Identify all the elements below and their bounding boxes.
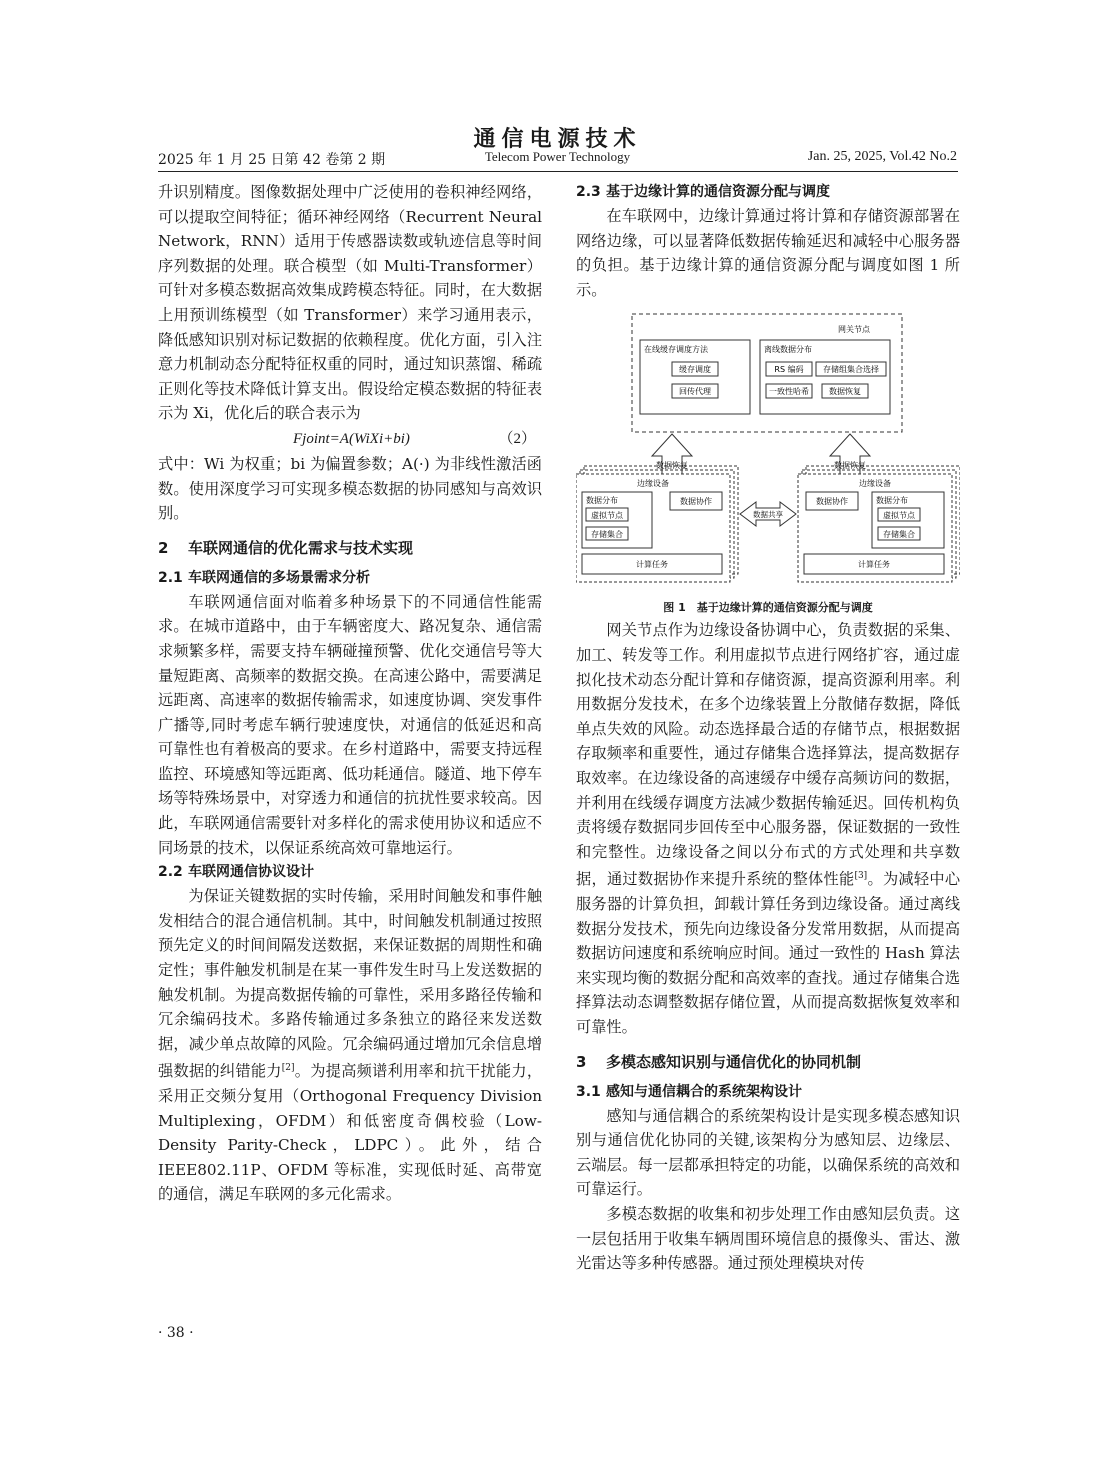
header-rule: [158, 171, 958, 172]
right-arrow-label: 数据恢复: [834, 461, 866, 471]
left-arrow-label: 数据恢复: [656, 461, 688, 471]
figure-1: [576, 308, 960, 598]
offline-data-label: 离线数据分布: [764, 345, 812, 355]
subsection-title: 基于边缘计算的通信资源分配与调度: [606, 184, 830, 200]
left-storage-set-label: 存储集合: [591, 530, 623, 540]
citation: [3]: [854, 871, 868, 882]
rs-coding-label: RS 编码: [774, 365, 804, 375]
section-number: 2: [158, 538, 169, 557]
equation-2: [158, 426, 542, 452]
paragraph: 式中：Wi 为权重；bi 为偏置参数；A(·) 为非线性激活函数。使用深度学习可实现多模态数据的协同感知与高效识别。: [158, 454, 542, 523]
paragraph: 车联网通信面对临着多种场景下的不同通信性能需求。在城市道路中，由于车辆密度大、路况复杂、通信需求频繁多样，需要支持车辆碰撞预警、优化交通信号等大量短距离、高频率的数据交换。在高速公路中，需要满足远距离、高速率的数据传输需求，如速度协调、突发事件广播等,同时考虑车辆行驶速度快，对通信的低延迟和高可靠性也有着极高的要求。在乡村道路中，需要支持远程监控、环境感知等远距离、低功耗通信。隧道、地下停车场等特殊场景中，对穿透力和通信的抗扰性要求较高。因此，车联网通信需要针对多样化的需求使用协议和适应不同场景的技术，以保证系统高效可靠地运行。: [158, 592, 542, 857]
subsection-number: 2.2: [158, 864, 183, 881]
paragraph: 多模态数据的收集和初步处理工作由感知层负责。这一层包括用于收集车辆周围环境信息的摄像头、雷达、激光雷达等多种传感器。通过预处理模块对传: [576, 1204, 960, 1273]
figure-caption: 图 1 基于边缘计算的通信资源分配与调度: [663, 601, 873, 615]
online-cache-label: 在线缓存调度方法: [644, 345, 708, 355]
paragraph-text: 网关节点作为边缘设备协调中心，负责数据的采集、加工、转发等工作。利用虚拟节点进行网络扩容，通过虚拟化技术动态分配计算和存储资源，提高资源利用率。利用数据分发技术，在多个边缘装置上分散储存数据，降低单点失效的风险。动态选择最合适的存储节点，根据数据存取频率和重要性，通过存储集合选择算法，提高数据存取效率。在边缘设备的高速缓存中缓存高频访问的数据，并利用在线缓存调度方法减少数据传输延迟。回传机构负责将缓存数据同步回传至中心服务器，保证数据的一致性和完整性。边缘设备之间以分布式的方式处理和共享数据，通过数据协作来提升系统的整体性能: [576, 621, 960, 889]
left-data-collab-label: 数据协作: [680, 497, 712, 507]
right-data-dist-label: 数据分布: [876, 496, 908, 506]
writeback-proxy-label: 回传代理: [679, 387, 711, 397]
data-recovery-label: 数据恢复: [829, 387, 861, 397]
subsection-heading: [576, 1080, 960, 1104]
paragraph-text: 为保证关键数据的实时传输，采用时间触发和事件触发相结合的混合通信机制。其中，时间触发机制通过按照预先定义的时间间隔发送数据，来保证数据的周期性和确定性；事件触发机制是在某一事件发生时马上发送数据的触发机制。为提高数据传输的可靠性，采用多路径传输和冗余编码技术。多路传输通过多条独立的路径来发送数据，减少单点故障的风险。冗余编码通过增加冗余信息增强数据的纠错能力: [158, 887, 542, 1081]
right-column: [576, 180, 960, 1276]
storage-select-label: 存储组集合选择: [823, 365, 879, 375]
right-virtual-node-label: 虚拟节点: [883, 511, 915, 521]
edge-computing-diagram: [576, 308, 960, 598]
issue-info: 2025 年 1 月 25 日第 42 卷第 2 期: [158, 152, 386, 168]
section-title: 车联网通信的优化需求与技术实现: [188, 538, 414, 557]
paragraph: [158, 884, 542, 1207]
section-title: 多模态感知识别与通信优化的协同机制: [606, 1052, 862, 1071]
paragraph: 在车联网中，边缘计算通过将计算和存储资源部署在网络边缘，可以显著降低数据传输延迟和减轻中心服务器的负担。基于边缘计算的通信资源分配与调度如图 1 所示。: [576, 207, 960, 299]
subsection-title: 车联网通信的多场景需求分析: [188, 569, 370, 586]
section-number: 3: [576, 1052, 587, 1071]
equation-number: （2）: [498, 430, 536, 447]
section-heading: [158, 536, 542, 560]
consistent-hash-label: 一致性哈希: [769, 387, 809, 397]
right-compute-task-label: 计算任务: [858, 560, 890, 570]
left-compute-task-label: 计算任务: [636, 560, 668, 570]
cache-schedule-label: 缓存调度: [679, 365, 711, 375]
data-share-label: 数据共享: [753, 510, 783, 520]
subsection-number: 2.3: [576, 184, 601, 200]
subsection-heading: [158, 860, 542, 884]
page-number: · 38 ·: [158, 1325, 194, 1341]
subsection-heading: [576, 180, 960, 204]
gateway-node-label: 网关节点: [838, 325, 870, 335]
subsection-heading: [158, 566, 542, 590]
equation-expression: Fjoint=A(WiXi+bi): [293, 430, 410, 447]
section-heading: [576, 1050, 960, 1074]
subsection-title: 车联网通信协议设计: [188, 864, 314, 881]
subsection-title: 感知与通信耦合的系统架构设计: [606, 1083, 802, 1100]
left-column: [158, 180, 542, 1207]
paragraph-text: 。为减轻中心服务器的计算负担，卸载计算任务到边缘设备。通过离线数据分发技术，预先向边缘设备分发常用数据，从而提高数据访问速度和系统响应时间。通过一致性的 Hash 算法来实现均衡的数据分配和高效率的查找。通过存储集合选择算法动态调整数据存储位置，从而提高数据恢复效率和可靠性。: [576, 870, 960, 1036]
subsection-number: 3.1: [576, 1083, 601, 1100]
left-edge-label: 边缘设备: [637, 479, 669, 489]
right-data-collab-label: 数据协作: [816, 497, 848, 507]
citation: [2]: [281, 1063, 295, 1074]
right-edge-label: 边缘设备: [859, 479, 891, 489]
paragraph: 感知与通信耦合的系统架构设计是实现多模态感知识别与通信优化协同的关键,该架构分为感知层、边缘层、云端层。每一层都承担特定的功能，以确保系统的高效和可靠运行。: [576, 1106, 960, 1199]
paragraph: [576, 618, 960, 1039]
right-storage-set-label: 存储集合: [883, 530, 915, 540]
left-data-dist-label: 数据分布: [586, 496, 618, 506]
journal-english-name: Telecom Power Technology: [484, 149, 631, 164]
journal-name: 通信电源技术: [473, 126, 642, 152]
paragraph-text: 。为提高频谱利用率和抗干扰能力，采用正交频分复用（Orthogonal Frequency Division Multiplexing，OFDM）和低密度奇偶校验（Low-Density Parity-Check，LDPC）。此外，结合 IEEE802.11P、OFDM 等标准，实现低时延、高带宽的通信，满足车联网的多元化需求。: [158, 1062, 542, 1204]
left-virtual-node-label: 虚拟节点: [591, 511, 623, 521]
issue-info-english: Jan. 25, 2025, Vol.42 No.2: [807, 149, 957, 164]
subsection-number: 2.1: [158, 569, 183, 586]
paragraph: 升识别精度。图像数据处理中广泛使用的卷积神经网络，可以提取空间特征；循环神经网络（Recurrent Neural Network，RNN）适用于传感器读数或轨迹信息等时间序列数据的处理。联合模型（如 Multi-Transformer）可针对多模态数据高效集成跨模态特征。同时，在大数据上用预训练模型（如 Transformer）来学习通用表示，降低感知识别对标记数据的依赖程度。优化方面，引入注意力机制动态分配特征权重的同时，通过知识蒸馏、稀疏正则化等技术降低计算支出。假设给定模态数据的特征表示为 Xi，优化后的联合表示为: [158, 183, 542, 423]
